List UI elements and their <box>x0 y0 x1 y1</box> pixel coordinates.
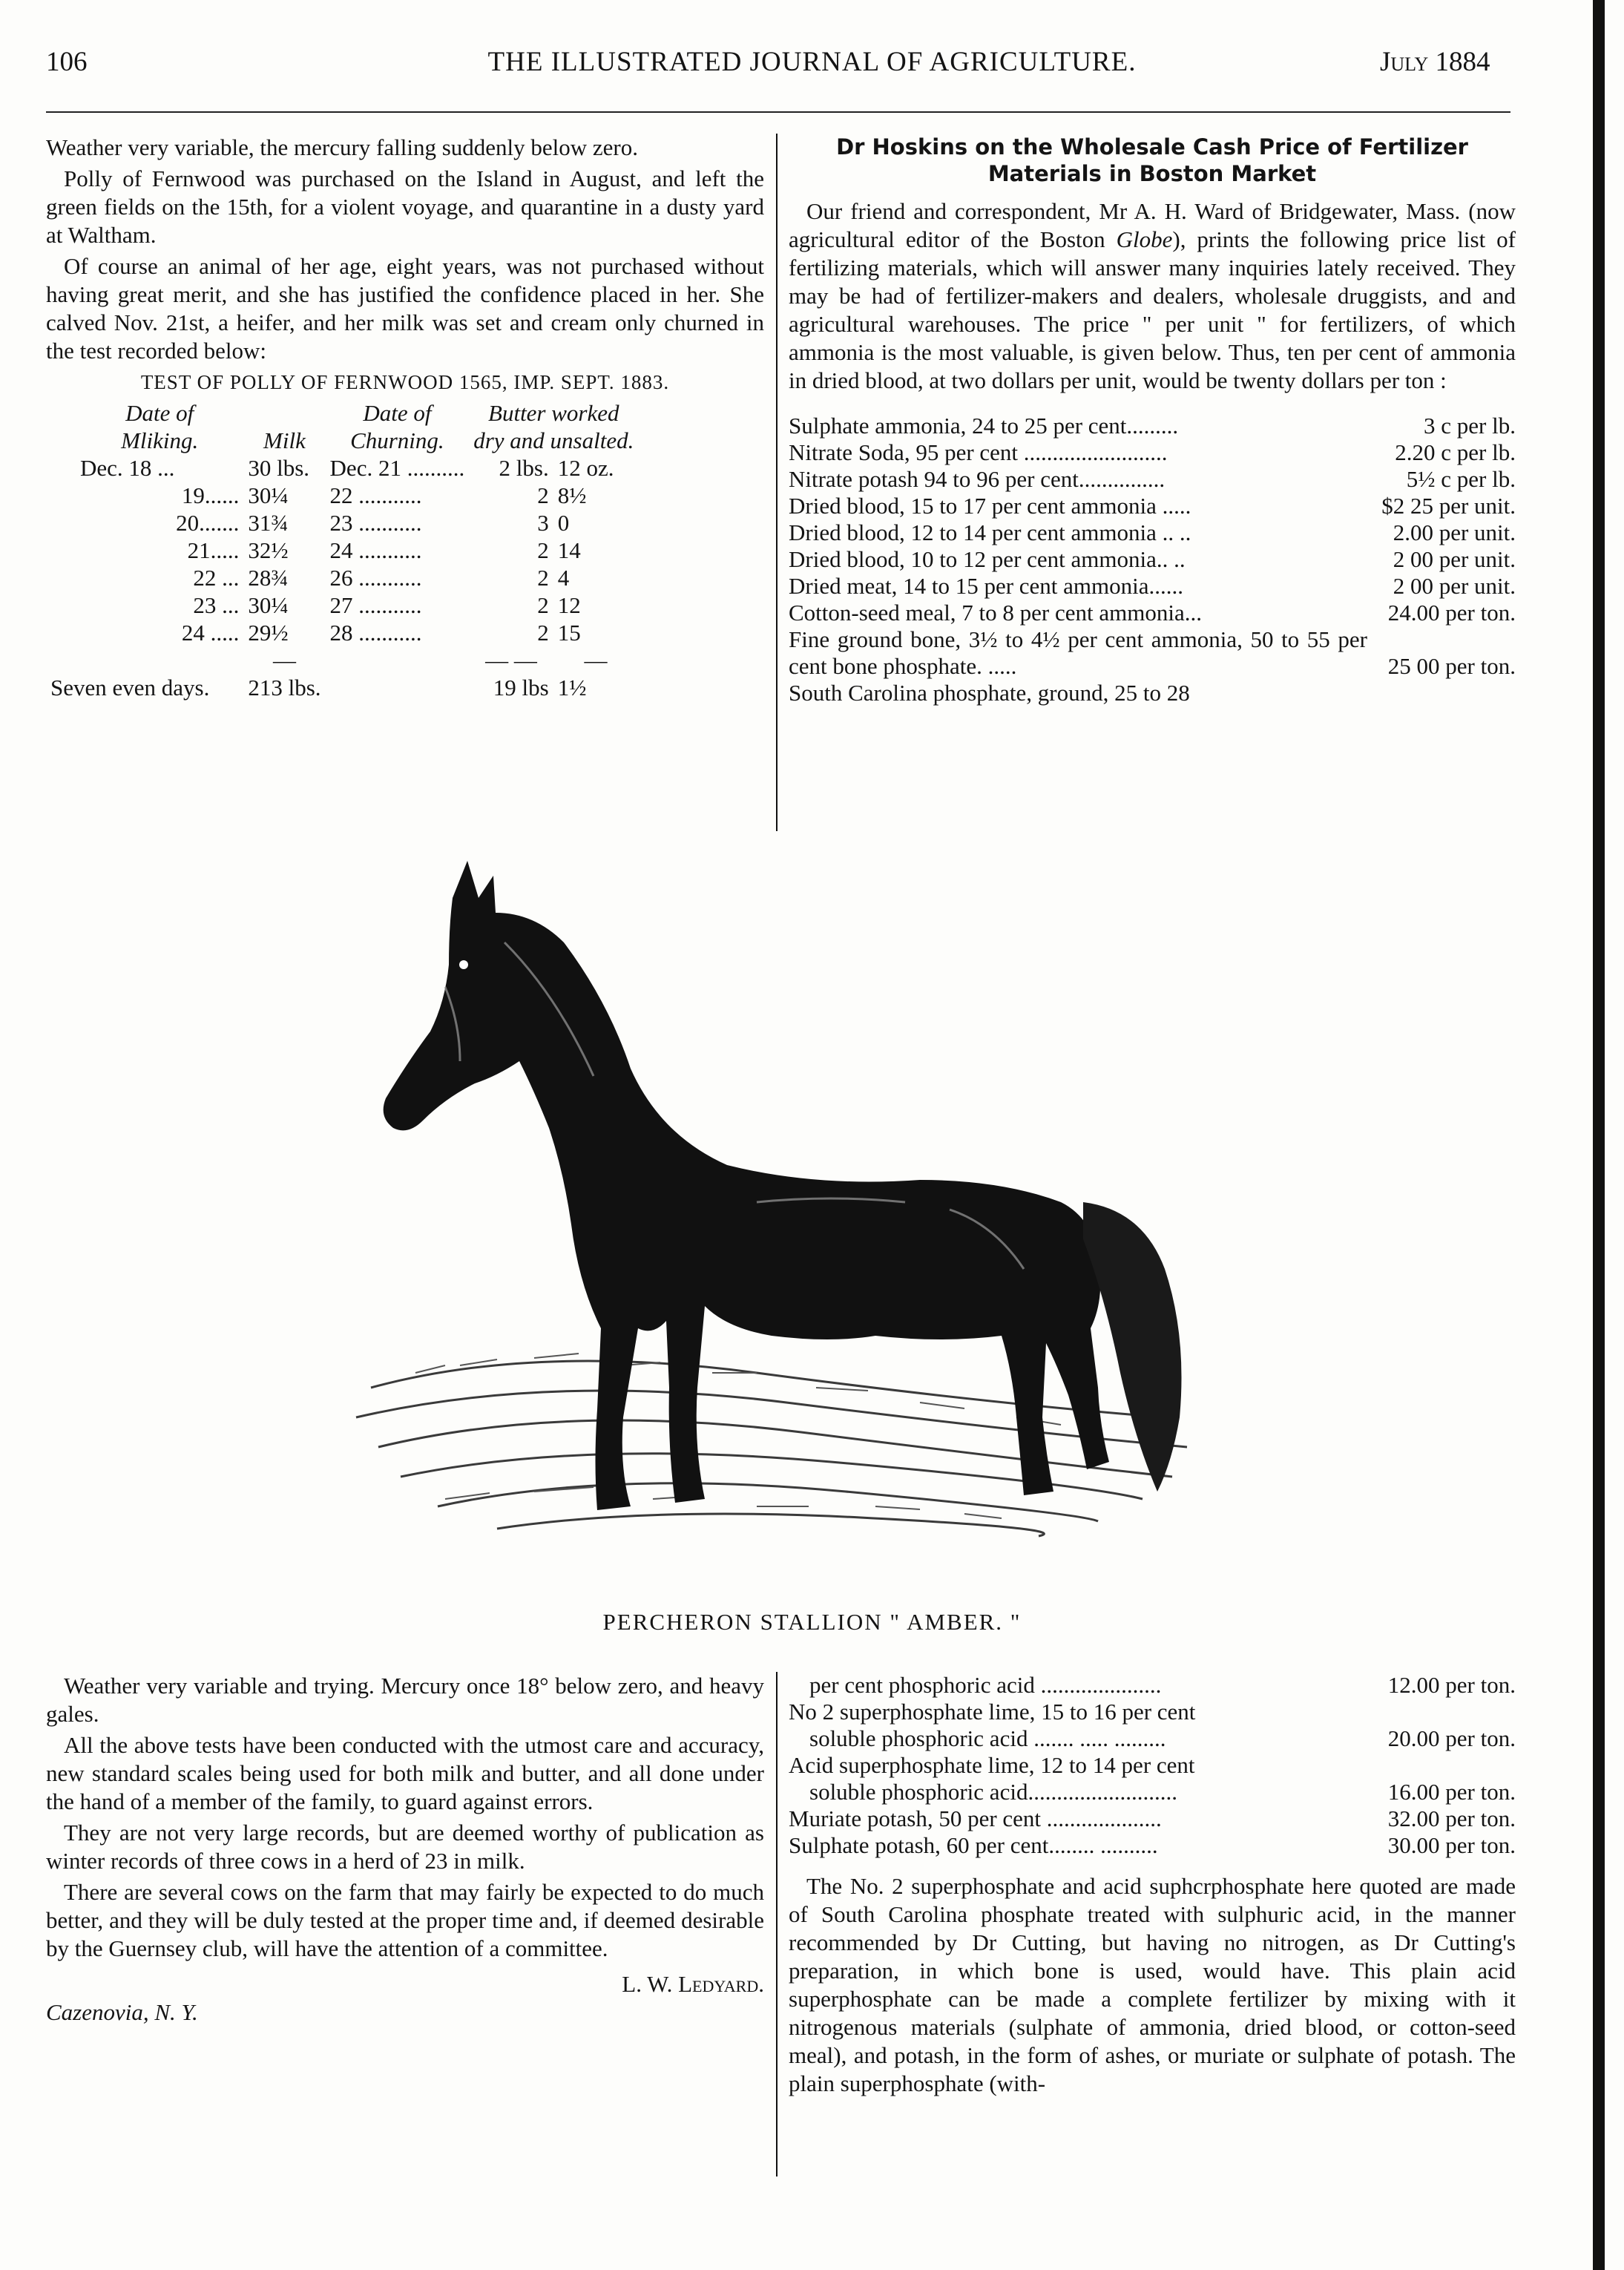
price-value: 16.00 per ton. <box>1387 1779 1516 1805</box>
paragraph: Polly of Fernwood was purchased on the Island in August, and left the green fields on the 15th, for a violent voyage, and quarantine in a dusty yard at Waltham. <box>46 165 764 248</box>
table-cell: Dec. 18 ... <box>80 455 175 481</box>
table-header-row <box>76 399 638 427</box>
price-item: soluble phosphoric acid ....... ..... ......... <box>809 1725 1166 1751</box>
price-value: $2 25 per unit. <box>1381 493 1516 519</box>
left-bottom-column <box>46 1672 764 2027</box>
journal-title: THE ILLUSTRATED JOURNAL OF AGRICULTURE. <box>487 47 1137 77</box>
paragraph: They are not very large records, but are deemed worthy of publication as winter records of three cows in a herd of 23 in milk. <box>46 1820 764 1874</box>
header-cell: Milk <box>263 427 306 453</box>
price-row <box>789 1752 1516 1779</box>
table-cell: 30¼ <box>248 592 289 618</box>
price-item: Fine ground bone, 3½ to 4½ per cent ammonia, 50 to 55 per cent bone phosphate. ..... <box>789 626 1367 679</box>
table-cell: 28 ........... <box>329 620 422 646</box>
price-row <box>789 546 1516 573</box>
price-item: Muriate potash, 50 per cent .................... <box>789 1805 1162 1831</box>
price-value: 30.00 per ton. <box>1387 1832 1516 1858</box>
table-cell: 23 ........... <box>329 510 422 536</box>
price-row <box>789 1779 1516 1805</box>
paragraph: The No. 2 superphosphate and acid suphcrphosphate here quoted are made of South Carolina phosphate treated with sulphuric acid, in the manner recommended by Dr Cutting, but having no nitrogen, as Dr Cutting's preparation, in which bone is used, would have. This plain acid superphosphate can be made a complete fertilizer by mixing with it nitrogenous materials (sulphate of ammonia, dried blood, or cotton-seed meal), and potash, in the form of ashes, or muriate or sulphate of potash. The plain superphosphate (with- <box>789 1873 1516 2096</box>
price-row <box>789 1699 1516 1725</box>
dash-cell: — <box>584 647 608 673</box>
table-cell: 26 ........... <box>329 565 422 591</box>
table-cell: 30 lbs. <box>248 455 310 481</box>
table-cell: 29½ <box>248 620 289 646</box>
table-cell: 3 <box>537 510 549 536</box>
header-cell: Butter worked <box>488 400 619 426</box>
price-value: 12.00 per ton. <box>1387 1672 1516 1698</box>
table-row <box>76 509 638 537</box>
price-item: Acid superphosphate lime, 12 to 14 per cent <box>789 1752 1195 1778</box>
total-cell: 213 lbs. <box>248 675 321 701</box>
price-item: No 2 superphosphate lime, 15 to 16 per cent <box>789 1699 1196 1725</box>
table-cell: 27 ........... <box>329 592 422 618</box>
total-cell <box>326 674 470 701</box>
table-cell: 2 <box>537 592 549 618</box>
table-row <box>76 454 638 482</box>
price-row <box>789 1672 1516 1699</box>
table-cell: 2 <box>537 620 549 646</box>
table-cell: 8½ <box>557 482 587 508</box>
article-heading: Dr Hoskins on the Wholesale Cash Price of Fertilizer Materials in Boston Market <box>836 134 1468 186</box>
horse-icon <box>312 853 1276 1595</box>
intro-paragraph: Our friend and correspondent, Mr A. H. Ward of Bridgewater, Mass. (now agricultural editor of the Boston Globe), prints the following price list of fertilizing materials, which will answer many inquiries lately received. They may be had of fertilizer-makers and dealers, wholesale druggists, and and agricultural warehouses. The price " per unit " for fertilizers, of which ammonia is the most valuable, is given below. Thus, ten per cent of ammonia in dried blood, at two dollars per unit, would be twenty dollars per ton : <box>789 198 1516 393</box>
table-row <box>76 537 638 564</box>
table-row <box>76 482 638 509</box>
table-cell: Dec. 21 .......... <box>329 455 465 481</box>
total-row <box>76 674 638 701</box>
price-value: 20.00 per ton. <box>1387 1725 1516 1751</box>
price-value: 3 c per lb. <box>1424 413 1516 439</box>
price-value: 2.00 per unit. <box>1393 519 1516 545</box>
total-cell: 19 lbs <box>493 675 549 701</box>
paragraph: Of course an animal of her age, eight years, was not purchased without having great merit, and she has justified the confidence placed in her. She calved Nov. 21st, a heifer, and her milk was set and cream only churned in the test recorded below: <box>46 253 764 364</box>
price-value: 2.20 c per lb. <box>1395 439 1516 465</box>
table-cell: 31¾ <box>248 510 289 536</box>
price-item: South Carolina phosphate, ground, 25 to 28 <box>789 680 1190 706</box>
paragraph: Weather very variable and trying. Mercury once 18° below zero, and heavy gales. <box>46 1673 764 1727</box>
price-value: 25 00 per ton. <box>1387 653 1516 679</box>
author-signature: L. W. Ledyard. <box>622 1971 764 1997</box>
author-place: Cazenovia, N. Y. <box>46 1999 198 2025</box>
table-cell: 32½ <box>248 537 289 563</box>
price-item: Dried blood, 12 to 14 per cent ammonia .. .. <box>789 519 1191 545</box>
table-cell: 2 <box>537 537 549 563</box>
price-row <box>789 493 1516 519</box>
table-cell: 2 lbs. <box>499 455 549 481</box>
ground-shadow <box>356 1361 1187 1536</box>
table-header-row <box>76 427 638 454</box>
right-bottom-column <box>789 1672 1516 2101</box>
price-list-table <box>789 413 1516 706</box>
column-divider-top <box>776 134 778 831</box>
header-cell: Date of <box>125 400 194 426</box>
table-cell: 23 ... <box>193 592 240 618</box>
table-cell: 14 <box>557 537 581 563</box>
total-cell: 1½ <box>557 675 587 701</box>
price-value: 32.00 per ton. <box>1387 1805 1516 1831</box>
price-list-continued <box>789 1672 1516 1859</box>
price-value: 2 00 per unit. <box>1393 573 1516 599</box>
table-cell: 2 <box>537 482 549 508</box>
dash-row <box>76 646 638 674</box>
table-cell: 30¼ <box>248 482 289 508</box>
header-cell <box>243 399 325 427</box>
paragraph: Weather very variable, the mercury falling suddenly below zero. <box>46 134 639 160</box>
header-cell: dry and unsalted. <box>473 427 634 453</box>
price-value <box>1367 1699 1516 1725</box>
price-row <box>789 573 1516 600</box>
table-row <box>76 619 638 646</box>
price-row <box>789 439 1516 466</box>
price-item: Cotton-seed meal, 7 to 8 per cent ammonia... <box>789 600 1202 626</box>
price-item: Nitrate potash 94 to 96 per cent............... <box>789 466 1166 492</box>
price-item: soluble phosphoric acid.......................... <box>809 1779 1177 1805</box>
table-cell: 22 ........... <box>329 482 422 508</box>
horse-illustration <box>312 853 1276 1595</box>
table-cell: 21..... <box>187 537 240 563</box>
price-row <box>789 1805 1516 1832</box>
table-cell: 0 <box>557 510 570 536</box>
price-item: Dried blood, 10 to 12 per cent ammonia.. .. <box>789 546 1186 572</box>
price-row <box>789 413 1516 439</box>
table-row <box>76 591 638 619</box>
issue-date: July 1884 <box>1380 47 1490 77</box>
table-cell: 24 ........... <box>329 537 422 563</box>
price-row <box>789 680 1516 706</box>
paragraph: There are several cows on the farm that may fairly be expected to do much better, and they will be duly tested at the proper time and, if deemed desirable by the Guernsey club, will have the attention of a committee. <box>46 1879 764 1961</box>
table-cell: 20....... <box>176 510 240 536</box>
price-item: Nitrate Soda, 95 per cent ......................... <box>789 439 1168 465</box>
total-cell: Seven even days. <box>50 675 210 701</box>
dash-cell: — <box>272 647 296 673</box>
dairy-test-table <box>50 399 638 701</box>
price-row <box>789 600 1516 626</box>
price-value: 5½ c per lb. <box>1406 466 1516 492</box>
table-cell: 24 ..... <box>181 620 240 646</box>
column-divider-bottom <box>776 1672 778 2176</box>
price-item: per cent phosphoric acid ..................... <box>809 1672 1162 1698</box>
price-row <box>789 626 1516 680</box>
header-cell: Churning. <box>350 427 444 453</box>
price-item: Dried meat, 14 to 15 per cent ammonia...... <box>789 573 1184 599</box>
price-value <box>1367 680 1516 706</box>
table-cell: 28¾ <box>248 565 289 591</box>
table-cell: 2 <box>537 565 549 591</box>
price-value: 2 00 per unit. <box>1393 546 1516 572</box>
table-row <box>76 564 638 591</box>
paragraph: All the above tests have been conducted with the utmost care and accuracy, new standard scales being used for both milk and butter, and all done under the hand of a member of the family, to guard against errors. <box>46 1732 764 1814</box>
price-row <box>789 519 1516 546</box>
price-value <box>1367 1752 1516 1779</box>
table-cell: 19...... <box>181 482 240 508</box>
price-item: Sulphate ammonia, 24 to 25 per cent......... <box>789 413 1179 439</box>
left-top-column <box>46 134 764 701</box>
table-cell: 12 <box>557 592 581 618</box>
header-cell: Date of <box>363 400 432 426</box>
price-row <box>789 466 1516 493</box>
dash-cell: — — <box>485 647 537 673</box>
figure-caption: PERCHERON STALLION " AMBER. " <box>602 1609 1022 1635</box>
table-cell: 4 <box>557 565 570 591</box>
header-cell: Mliking. <box>121 427 199 453</box>
test-title: TEST OF POLLY OF FERNWOOD 1565, IMP. SEPT. 1883. <box>140 371 670 393</box>
price-value: 24.00 per ton. <box>1387 600 1516 626</box>
horse-eye <box>459 960 468 969</box>
price-item: Sulphate potash, 60 per cent........ .......... <box>789 1832 1158 1858</box>
page-edge-bar <box>1593 0 1605 2270</box>
table-cell: 12 oz. <box>557 455 614 481</box>
page-number: 106 <box>46 47 88 77</box>
table-cell: 15 <box>557 620 581 646</box>
right-top-column <box>789 134 1516 706</box>
price-row <box>789 1725 1516 1752</box>
table-cell: 22 ... <box>193 565 240 591</box>
price-row <box>789 1832 1516 1859</box>
horse-body <box>384 861 1109 1510</box>
header-rule <box>46 111 1510 113</box>
price-item: Dried blood, 15 to 17 per cent ammonia ..... <box>789 493 1191 519</box>
